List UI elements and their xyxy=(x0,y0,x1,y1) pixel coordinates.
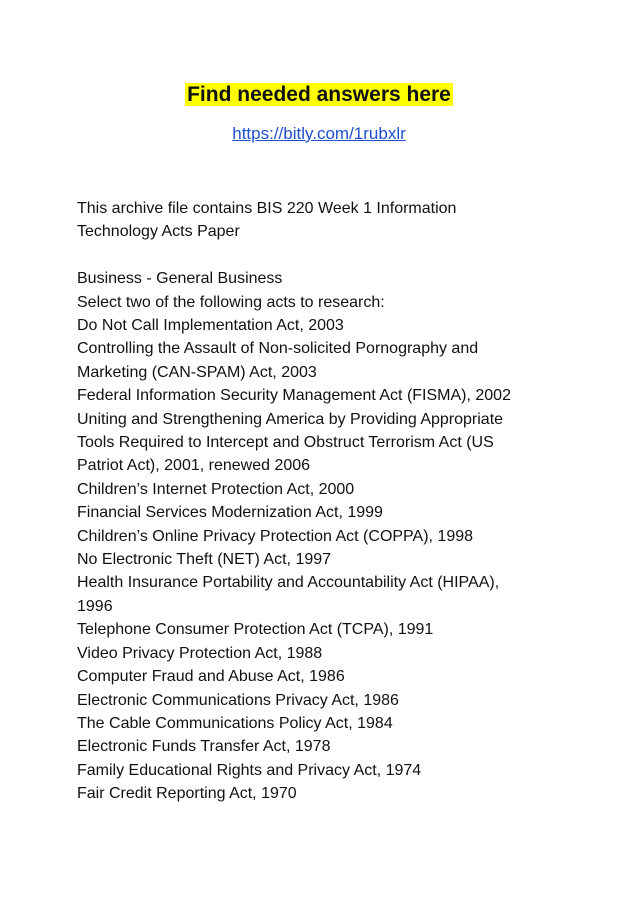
act-line: Children’s Internet Protection Act, 2000 xyxy=(77,480,355,498)
act-line: Video Privacy Protection Act, 1988 xyxy=(77,644,323,662)
instruction-line: Select two of the following acts to research: xyxy=(77,293,385,311)
act-line: 1996 xyxy=(77,597,113,615)
act-line: Tools Required to Intercept and Obstruct Terrorism Act (US xyxy=(77,434,494,452)
answers-link[interactable]: https://bitly.com/1rubxlr xyxy=(232,124,406,143)
act-line: Electronic Communications Privacy Act, 1986 xyxy=(77,691,399,709)
act-line: Telephone Consumer Protection Act (TCPA), 1991 xyxy=(77,621,434,639)
act-line: Uniting and Strengthening America by Providing Appropriate xyxy=(77,410,504,428)
act-line: The Cable Communications Policy Act, 1984 xyxy=(77,714,393,732)
act-line: Health Insurance Portability and Accountability Act (HIPAA), xyxy=(77,574,500,592)
page-title xyxy=(0,80,638,110)
intro-line: Technology Acts Paper xyxy=(77,223,240,241)
act-line: Marketing (CAN-SPAM) Act, 2003 xyxy=(77,363,317,381)
category-line: Business - General Business xyxy=(77,270,283,288)
act-line: Controlling the Assault of Non-solicited Pornography and xyxy=(77,340,479,358)
act-line: Fair Credit Reporting Act, 1970 xyxy=(77,785,297,803)
paragraph-gap xyxy=(77,244,577,267)
act-line: Patriot Act), 2001, renewed 2006 xyxy=(77,457,311,475)
act-line: No Electronic Theft (NET) Act, 1997 xyxy=(77,551,332,569)
act-line: Electronic Funds Transfer Act, 1978 xyxy=(77,738,331,756)
act-line: Computer Fraud and Abuse Act, 1986 xyxy=(77,668,345,686)
intro-line: This archive file contains BIS 220 Week 1 Information xyxy=(77,200,457,217)
act-line: Children’s Online Privacy Protection Act (COPPA), 1998 xyxy=(77,527,474,545)
highlighted-title-text: Find needed answers here xyxy=(187,83,451,106)
act-line: Family Educational Rights and Privacy Act, 1974 xyxy=(77,761,422,779)
document-body xyxy=(77,197,577,806)
act-line: Financial Services Modernization Act, 1999 xyxy=(77,504,383,522)
act-line: Do Not Call Implementation Act, 2003 xyxy=(77,317,344,335)
act-line: Federal Information Security Management Act (FISMA), 2002 xyxy=(77,387,511,405)
